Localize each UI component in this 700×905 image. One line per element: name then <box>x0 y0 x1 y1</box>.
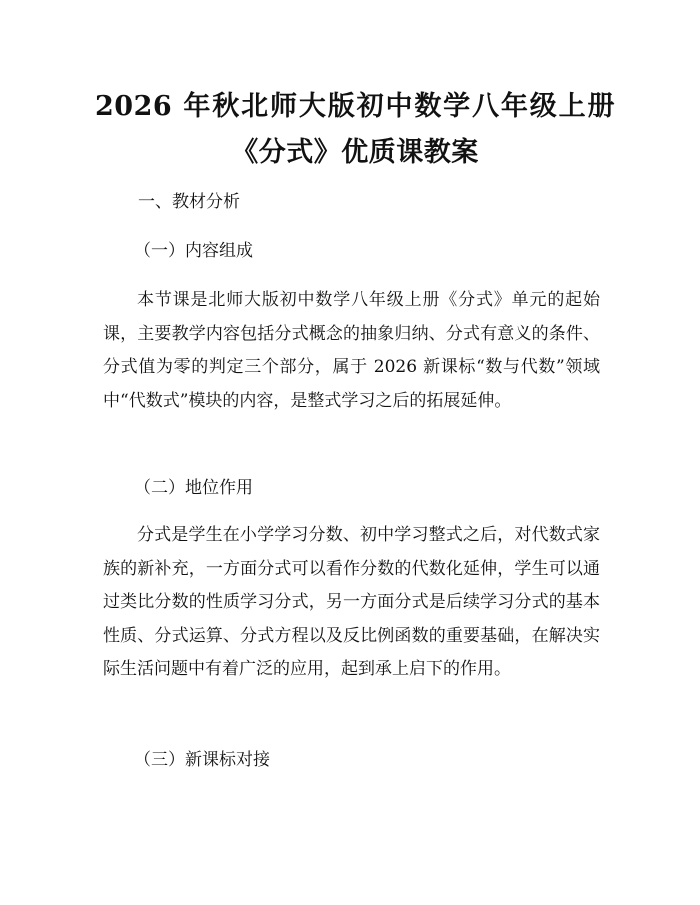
section-heading-textbook-analysis: 一、教材分析 <box>138 192 240 212</box>
paragraph-content-composition: 本节课是北师大版初中数学八年级上册《分式》单元的起始课，主要教学内容包括分式概念的抽象归纳、分式有意义的条件、分式值为零的判定三个部分，属于 2026 新课标“数与代数”领域中“代数式”模块的内容，是整式学习之后的拓展延伸。 <box>103 290 600 411</box>
paragraph-status-role: 分式是学生在小学学习分数、初中学习整式之后，对代数式家族的新补充，一方面分式可以看作分数的代数化延伸，学生可以通过类比分数的性质学习分式，另一方面分式是后续学习分式的基本性质、分式运算、分式方程以及反比例函数的重要基础，在解决实际生活问题中有着广泛的应用，起到承上启下的作用。 <box>103 525 600 679</box>
subsection-heading-curriculum-alignment: （三）新课标对接 <box>134 750 270 770</box>
subsection-heading-content-composition: （一）内容组成 <box>134 241 253 261</box>
document-title: 2026 年秋北师大版初中数学八年级上册《分式》优质课教案 <box>95 91 615 168</box>
subsection-heading-status-role: （二）地位作用 <box>134 478 253 498</box>
